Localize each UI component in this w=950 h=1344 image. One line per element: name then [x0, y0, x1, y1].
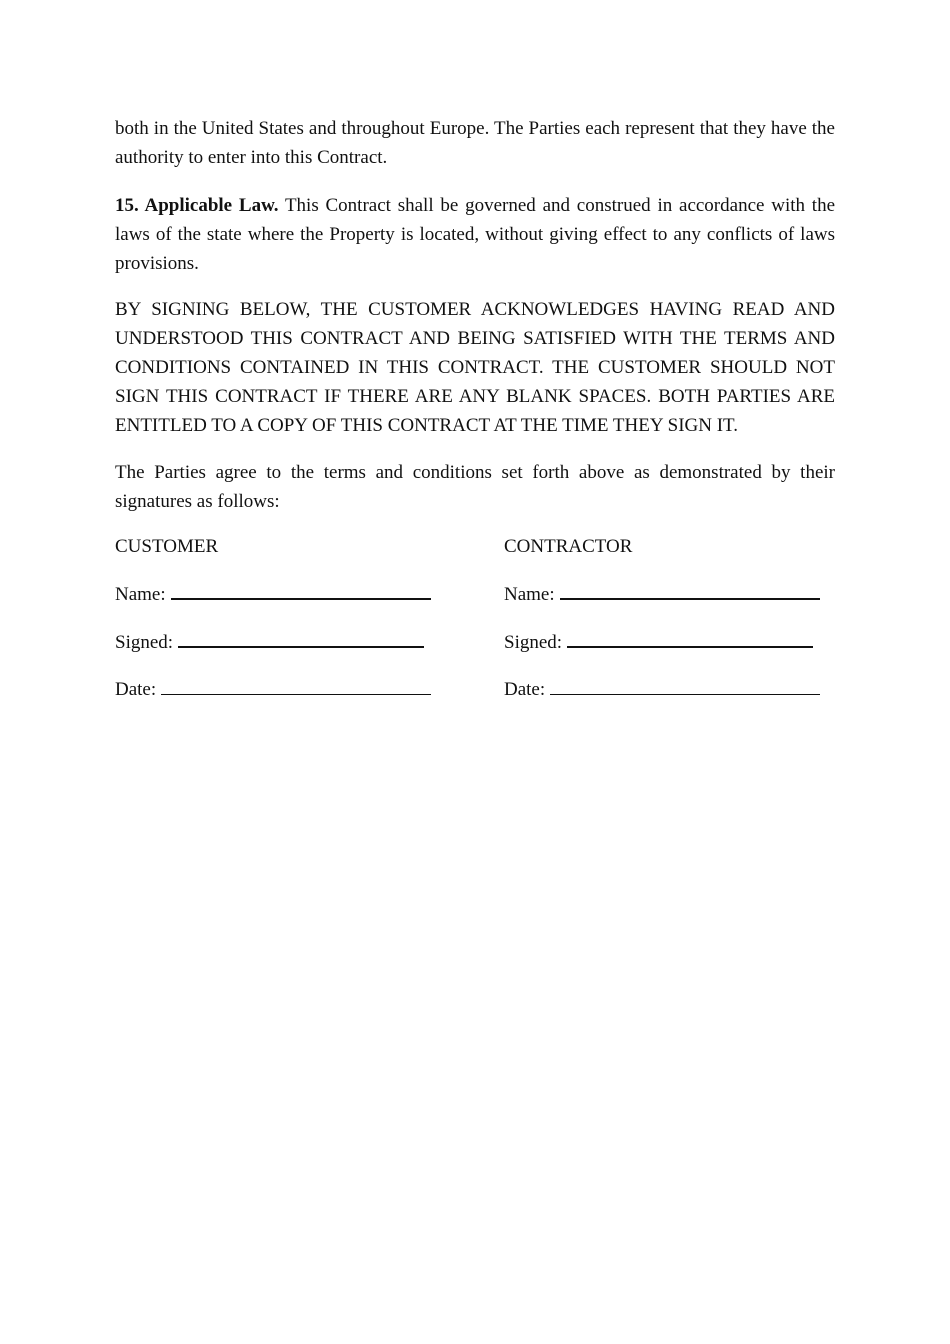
paragraph-applicable-law: [115, 191, 835, 278]
signature-block: [115, 535, 835, 715]
customer-date-label: Date:: [115, 679, 157, 700]
contractor-date-field[interactable]: [550, 678, 820, 695]
applicable-law-text: This Contract shall be governed and construed in accordance with the laws of the state where the Property is located, without giving effect to any conflicts of laws provisions.: [115, 195, 835, 274]
customer-date-row: [115, 678, 431, 702]
contractor-signed-label: Signed:: [504, 632, 563, 653]
contractor-date-label: Date:: [504, 679, 546, 700]
paragraph-agreement: The Parties agree to the terms and conditions set forth above as demonstrated by their signatures as follows:: [115, 462, 835, 512]
paragraph-authority: both in the United States and throughout Europe. The Parties each represent that they have the authority to enter into this Contract.: [115, 118, 835, 168]
customer-date-field[interactable]: [161, 678, 431, 695]
customer-signed-row: [115, 630, 424, 655]
customer-name-label: Name:: [115, 584, 166, 605]
contractor-signature-field[interactable]: [567, 630, 813, 648]
section-heading-applicable-law: 15. Applicable Law.: [115, 195, 279, 216]
customer-heading: CUSTOMER: [115, 536, 219, 557]
contractor-heading: CONTRACTOR: [504, 536, 633, 557]
customer-name-row: [115, 582, 431, 607]
customer-signature-field[interactable]: [178, 630, 424, 648]
customer-signed-label: Signed:: [115, 632, 174, 653]
contractor-name-field[interactable]: [560, 582, 820, 600]
contractor-signed-row: [504, 630, 813, 655]
document-page: [115, 114, 835, 715]
paragraph-acknowledgement: BY SIGNING BELOW, THE CUSTOMER ACKNOWLEDGES HAVING READ AND UNDERSTOOD THIS CONTRACT AND BEING SATISFIED WITH THE TERMS AND CONDITIONS CONTAINED IN THIS CONTRACT. THE CUSTOMER SHOULD NOT SIGN THIS CONTRACT IF THERE ARE ANY BLANK SPACES. BOTH PARTIES ARE ENTITLED TO A COPY OF THIS CONTRACT AT THE TIME THEY SIGN IT.: [115, 299, 835, 436]
contractor-date-row: [504, 678, 820, 702]
contractor-name-label: Name:: [504, 584, 555, 605]
contractor-name-row: [504, 582, 820, 607]
customer-name-field[interactable]: [171, 582, 431, 600]
